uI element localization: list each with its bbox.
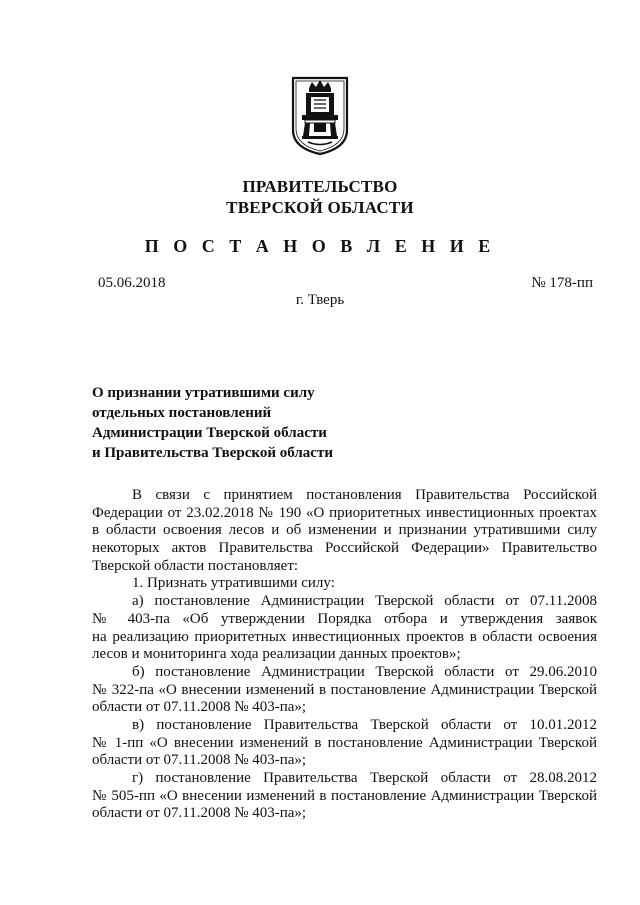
preamble-line: Тверской области постановляет: [92,557,299,574]
subject-line: и Правительства Тверской области [92,445,333,461]
document-body [92,487,597,823]
subject-line: Администрации Тверской области [92,425,327,441]
subject-line: отдельных постановлений [92,405,272,421]
document-number: № 178-пп [531,275,593,291]
subitem-a-line: а) постановление Администрации Тверской области от 07.11.2008 [132,593,597,610]
subitem-g-line: № 505-пп «О внесении изменений в постановление Администрации Тверской [92,787,597,804]
preamble-line: некоторых актов Правительства Российской Федерации» Правительство [92,540,597,557]
subitem-g-line: области от 07.11.2008 № 403-па»; [92,805,307,822]
subitem-b-line: № 322-па «О внесении изменений в постановление Администрации Тверской [92,681,597,698]
subitem-b-line: области от 07.11.2008 № 403-па»; [92,699,307,716]
subitem-a-line: лесов и мониторинга хода реализации данных проектов»; [92,646,461,663]
subitem-v-line: в) постановление Правительства Тверской области от 10.01.2012 [132,716,597,733]
subject-line: О признании утратившими силу [92,385,315,401]
subitem-a-line: № 403-па «Об утверждении Порядка отбора и утверждения заявок [92,610,597,627]
item-1-heading: 1. Признать утратившими силу: [132,575,335,592]
preamble-line: Федерации от 23.02.2018 № 190 «О приоритетных инвестиционных проектах [92,504,597,521]
subitem-a-line: на реализацию приоритетных инвестиционных проектов в области освоения [92,628,597,645]
document-city: г. Тверь [295,292,345,308]
subitem-g-line: г) постановление Правительства Тверской области от 28.08.2012 [132,770,597,786]
document-subject [92,383,333,463]
preamble-line: В связи с принятием постановления Правительства Российской [132,487,597,503]
document-type: П О С Т А Н О В Л Е Н И Е [144,236,496,256]
document-date: 05.06.2018 [98,275,166,291]
subitem-v-line: области от 07.11.2008 № 403-па»; [92,752,307,769]
government-name-line1: ПРАВИТЕЛЬСТВО [242,177,398,196]
subitem-b-line: б) постановление Администрации Тверской области от 29.06.2010 [132,663,597,680]
government-name-line2: ТВЕРСКОЙ ОБЛАСТИ [226,198,414,217]
subitem-v-line: № 1-пп «О внесении изменений в постановление Администрации Тверской [92,734,597,751]
preamble-line: в области освоения лесов и об изменении и признании утратившими силу [92,522,597,539]
coat-of-arms-icon [290,76,350,156]
